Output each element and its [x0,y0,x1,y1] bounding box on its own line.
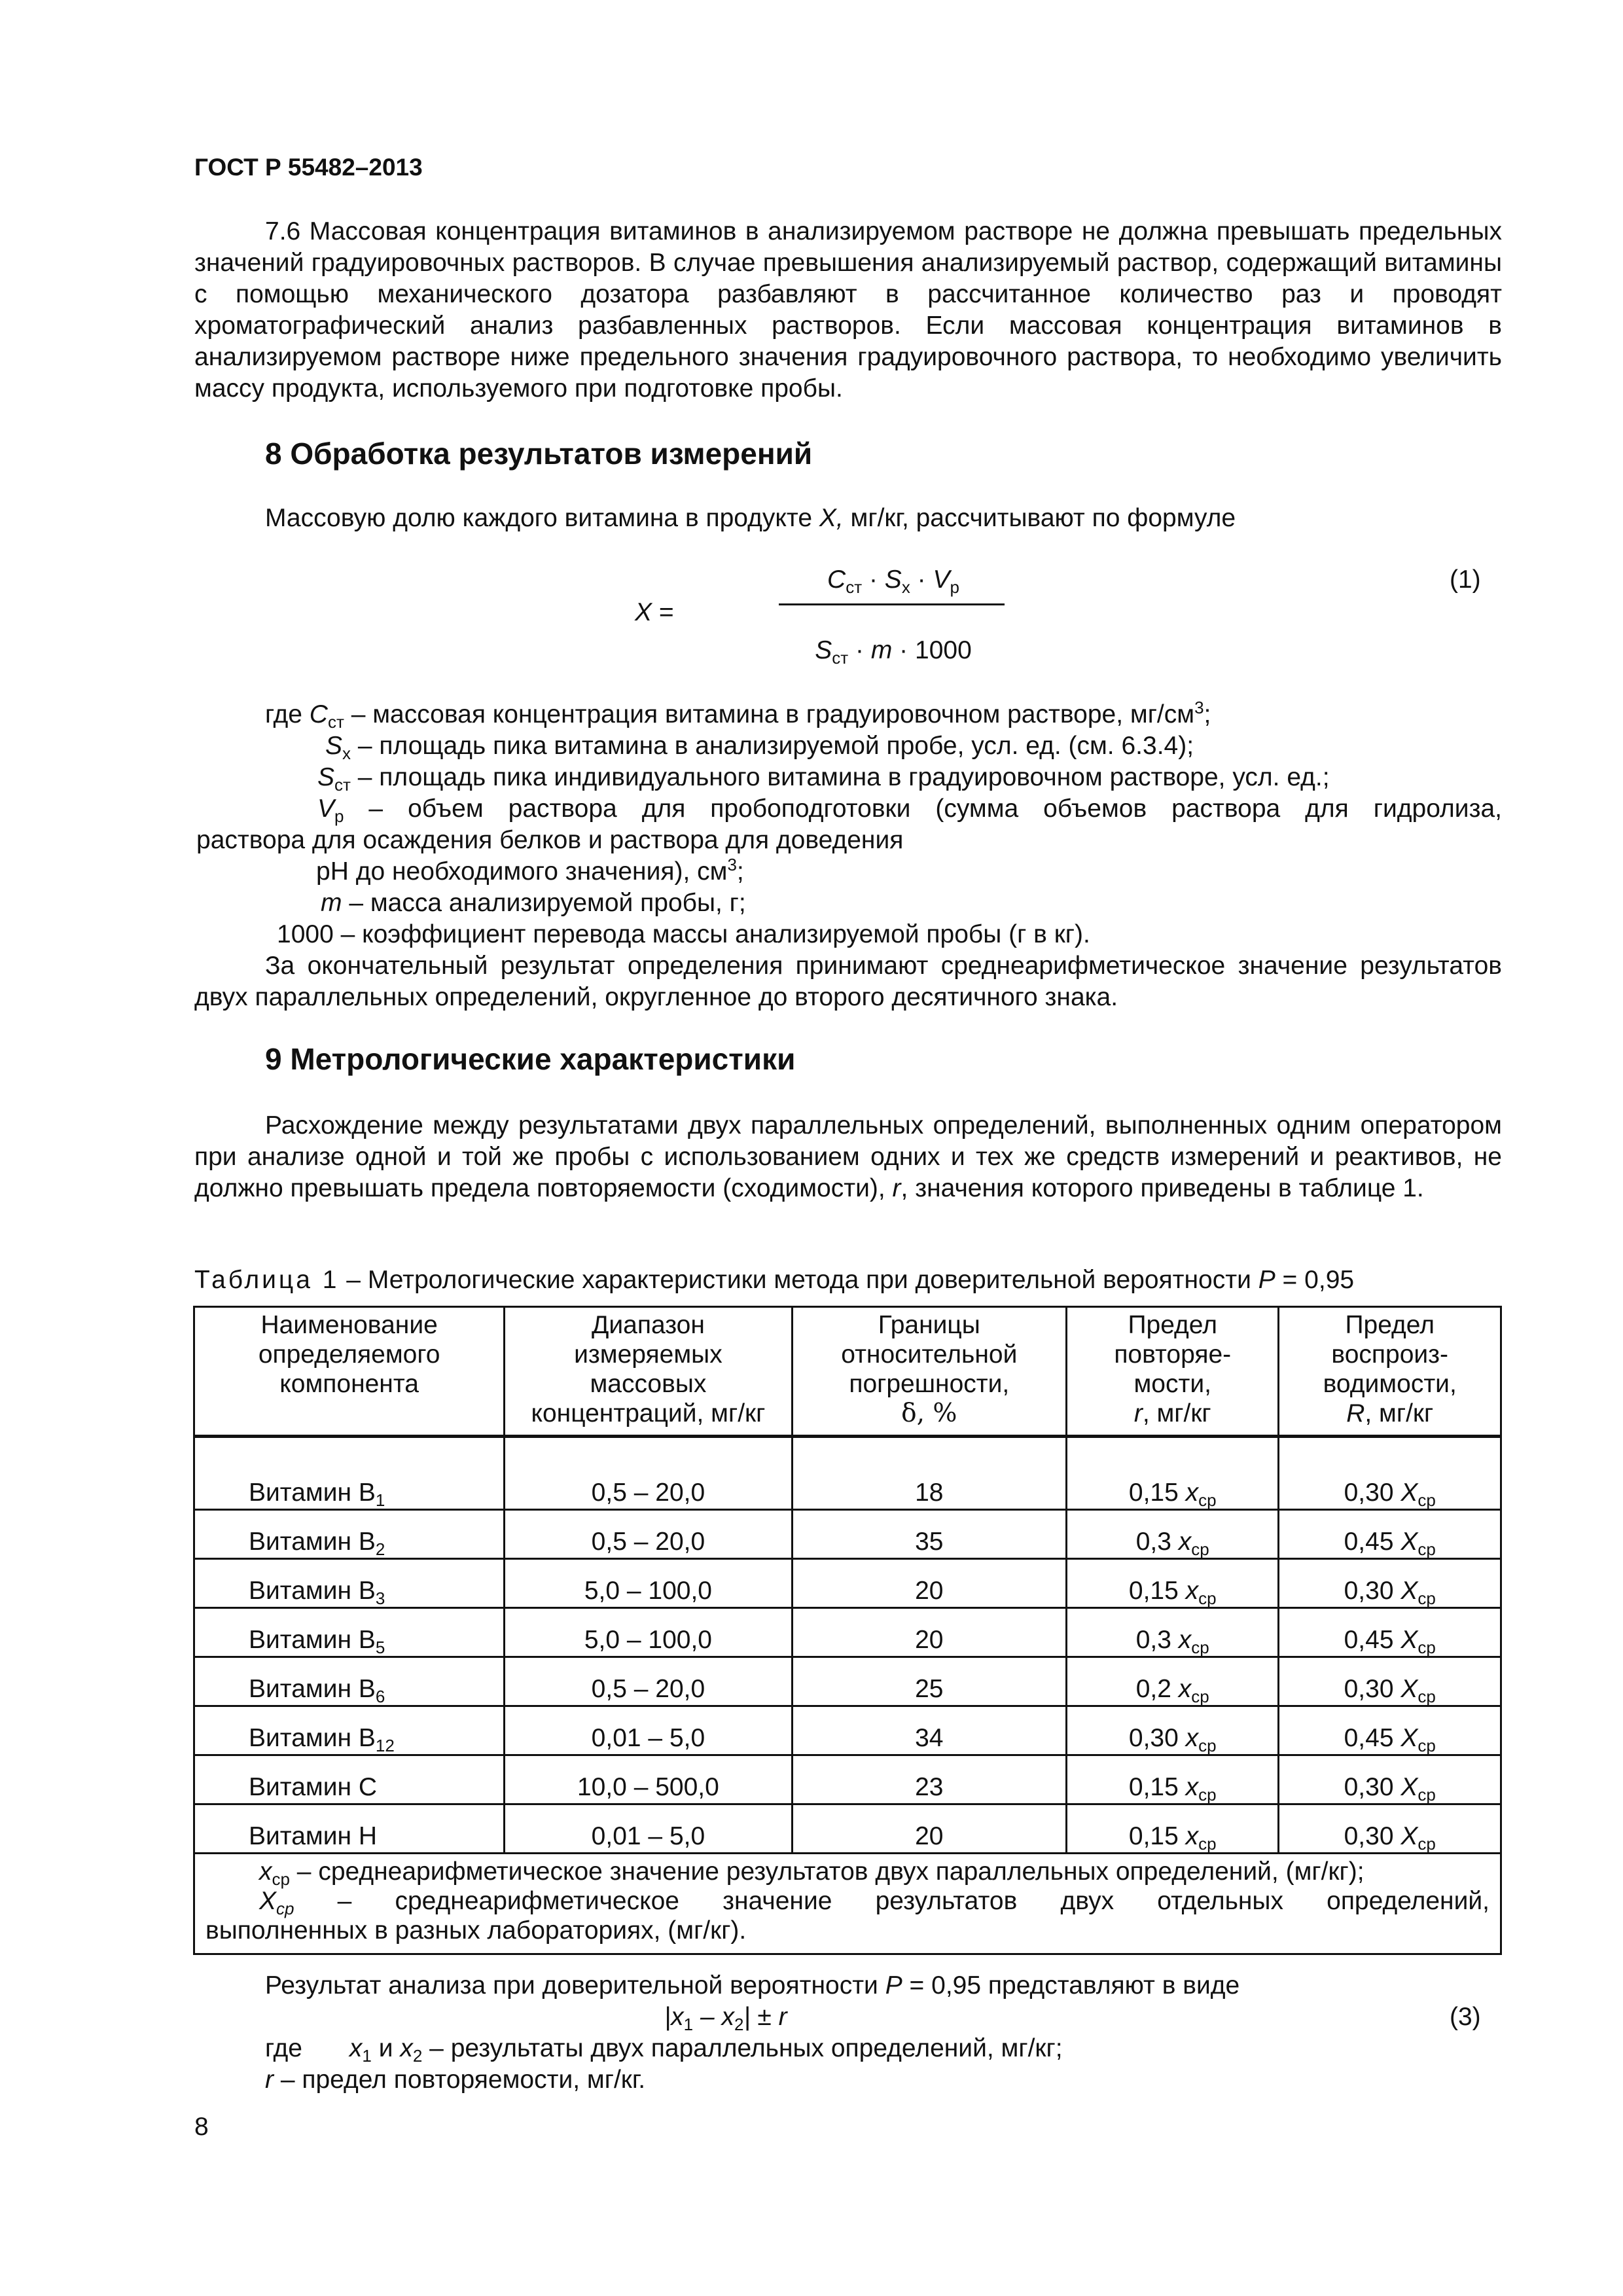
cell-range: 0,5 – 20,0 [505,1462,792,1510]
table-row [194,1755,1501,1804]
table-header-row [194,1307,1501,1437]
cell-reproducibility: 0,45 $X_{ср}$ [1279,1608,1501,1657]
fraction-bar [779,603,1005,605]
cell-reproducibility: 0,30 $X_{ср}$ [1279,1559,1501,1608]
formula-number-1: (1) [1450,565,1481,594]
note-X-cp: $X_{ср}$ – среднеарифметическое значение результатов двух отдельных определений, [259,1887,1489,1918]
header-repeatability: Предел повторяе- мости, r, мг/кг [1067,1307,1279,1437]
result-where-2: r – предел повторяемости, мг/кг. [265,2066,646,2094]
cell-range: 0,5 – 20,0 [505,1657,792,1706]
cell-reproducibility: 0,30 $X_{ср}$ [1279,1804,1501,1854]
cell-delta: 34 [792,1706,1066,1755]
cell-component: Витамин $B_2$ [194,1510,505,1559]
cell-repeatability: 0,30 $x_{ср}$ [1067,1706,1279,1755]
cell-component: Витамин $B_{12}$ [194,1706,505,1755]
header-reproducibility: Предел воспроиз- водимости, R, мг/кг [1279,1307,1501,1437]
cell-reproducibility: 0,30 $X_{ср}$ [1279,1657,1501,1706]
section-8-title: 8 Обработка результатов измерений [265,437,813,471]
result-intro: Результат анализа при доверительной вероятности P = 0,95 представляют в виде [265,1971,1240,2000]
paragraph-7-6: 7.6 Массовая концентрация витаминов в анализируемом растворе не должна превышать предельных значений градуировочных растворов. В случае превышения анализируемый раствор, содержащий витамины с помощью механического дозатора разбавляют в рассчитанное количество раз и проводят хроматографический анализ разбавленных растворов. Если массовая концентрация витаминов в анализируемом растворе ниже предельного значения градуировочного раствора, то необходимо увеличить массу продукта, используемого при подготовке пробы. [194,217,1502,403]
table-row [194,1804,1501,1854]
table-body [194,1462,1501,1854]
where-line-6: рН до необходимого значения), $см^3$; [316,855,744,886]
header-component: Наименование определяемого компонента [194,1307,505,1437]
cell-range: 10,0 – 500,0 [505,1755,792,1804]
where-line-1: где $C_{ст}$ – массовая концентрация витамина в градуировочном растворе, $мг/см^3$; [265,698,1211,732]
cell-range: 0,01 – 5,0 [505,1706,792,1755]
cell-delta: 35 [792,1510,1066,1559]
cell-repeatability: 0,3 $x_{ср}$ [1067,1608,1279,1657]
table-caption: Таблица 1 – Метрологические характеристики метода при доверительной вероятности P = 0,95 [194,1266,1355,1294]
formula-lhs: X = [635,598,674,626]
where-line-7: m – масса анализируемой пробы, г; [321,889,746,917]
cell-component: Витамин Н [194,1804,505,1854]
cell-delta: 20 [792,1804,1066,1854]
cell-component: Витамин $B_1$ [194,1462,505,1510]
cell-repeatability: 0,15 $x_{ср}$ [1067,1804,1279,1854]
header-range: Диапазон измеряемых массовых концентраций, мг/кг [505,1307,792,1437]
cell-reproducibility: 0,30 $X_{ср}$ [1279,1755,1501,1804]
cell-repeatability: 0,15 $x_{ср}$ [1067,1559,1279,1608]
cell-component: Витамин $B_5$ [194,1608,505,1657]
cell-component: Витамин $B_6$ [194,1657,505,1706]
table-row [194,1559,1501,1608]
table-header-separator [194,1437,1501,1462]
formula-number-3: (3) [1450,2003,1481,2031]
cell-delta: 20 [792,1559,1066,1608]
cell-reproducibility: 0,45 $X_{ср}$ [1279,1510,1501,1559]
repeatability-paragraph: Расхождение между результатами двух параллельных определений, выполненных одним оператором при анализе одной и той же пробы с использованием одних и тех же средств измерений и реактивов, не должно превышать предела повторяемости (сходимости), r, значения которого приведены в таблице 1. [194,1111,1502,1202]
formula-3: $|x_1 - x_2| \pm r$ [664,2003,787,2034]
metrology-table [193,1306,1502,1955]
cell-repeatability: 0,15 $x_{ср}$ [1067,1755,1279,1804]
cell-delta: 18 [792,1462,1066,1510]
table-notes [194,1854,1501,1954]
cell-component: Витамин $B_3$ [194,1559,505,1608]
note-x-cp: $x_{ср}$ – среднеарифметическое значение результатов двух параллельных определений, (мг/кг); [259,1857,1364,1889]
table-row [194,1510,1501,1559]
where-line-8: 1000 – коэффициент перевода массы анализируемой пробы (г в кг). [277,920,1090,948]
where-line-2: $S_x$ – площадь пика витамина в анализируемой пробе, усл. ед. (см. 6.3.4); [325,732,1194,763]
page-number: 8 [194,2113,209,2141]
cell-delta: 25 [792,1657,1066,1706]
note-X-cp-cont: выполненных в разных лабораториях, (мг/кг). [205,1916,747,1945]
formula-denominator: $S_{ст} \cdot m \cdot 1000$ [815,636,972,668]
cell-component: Витамин С [194,1755,505,1804]
table-row [194,1657,1501,1706]
cell-delta: 23 [792,1755,1066,1804]
table-row [194,1462,1501,1510]
header-error-bounds: Границы относительной погрешности, δ, % [792,1307,1066,1437]
section-9-title: 9 Метрологические характеристики [265,1042,796,1076]
cell-repeatability: 0,2 $x_{ср}$ [1067,1657,1279,1706]
where-line-3: $S_{ст}$ – площадь пика индивидуального витамина в градуировочном растворе, усл. ед.; [317,763,1330,795]
standard-number: ГОСТ Р 55482–2013 [194,154,423,181]
result-where-1: где $x_1$ и $x_2$ – результаты двух параллельных определений, мг/кг; [265,2034,1063,2066]
cell-range: 5,0 – 100,0 [505,1608,792,1657]
cell-repeatability: 0,3 $x_{ср}$ [1067,1510,1279,1559]
cell-range: 0,01 – 5,0 [505,1804,792,1854]
final-result-paragraph: За окончательный результат определения принимают среднеарифметическое значение результатов двух параллельных определений, округленное до второго десятичного знака. [194,952,1502,1011]
cell-reproducibility: 0,45 $X_{ср}$ [1279,1706,1501,1755]
where-line-4: $V_р$ – объем раствора для пробоподготовки (сумма объемов раствора для гидролиза, [317,795,1502,826]
table-row [194,1608,1501,1657]
formula-intro: Массовую долю каждого витамина в продукте X, мг/кг, рассчитывают по формуле [265,504,1236,532]
cell-delta: 20 [792,1608,1066,1657]
cell-reproducibility: 0,30 $X_{ср}$ [1279,1462,1501,1510]
cell-range: 5,0 – 100,0 [505,1559,792,1608]
cell-range: 0,5 – 20,0 [505,1510,792,1559]
formula-numerator: $C_{ст} \cdot S_x \cdot V_р$ [827,565,959,597]
cell-repeatability: 0,15 $x_{ср}$ [1067,1462,1279,1510]
table-row [194,1706,1501,1755]
where-line-5: раствора для осаждения белков и раствора для доведения [196,826,904,854]
